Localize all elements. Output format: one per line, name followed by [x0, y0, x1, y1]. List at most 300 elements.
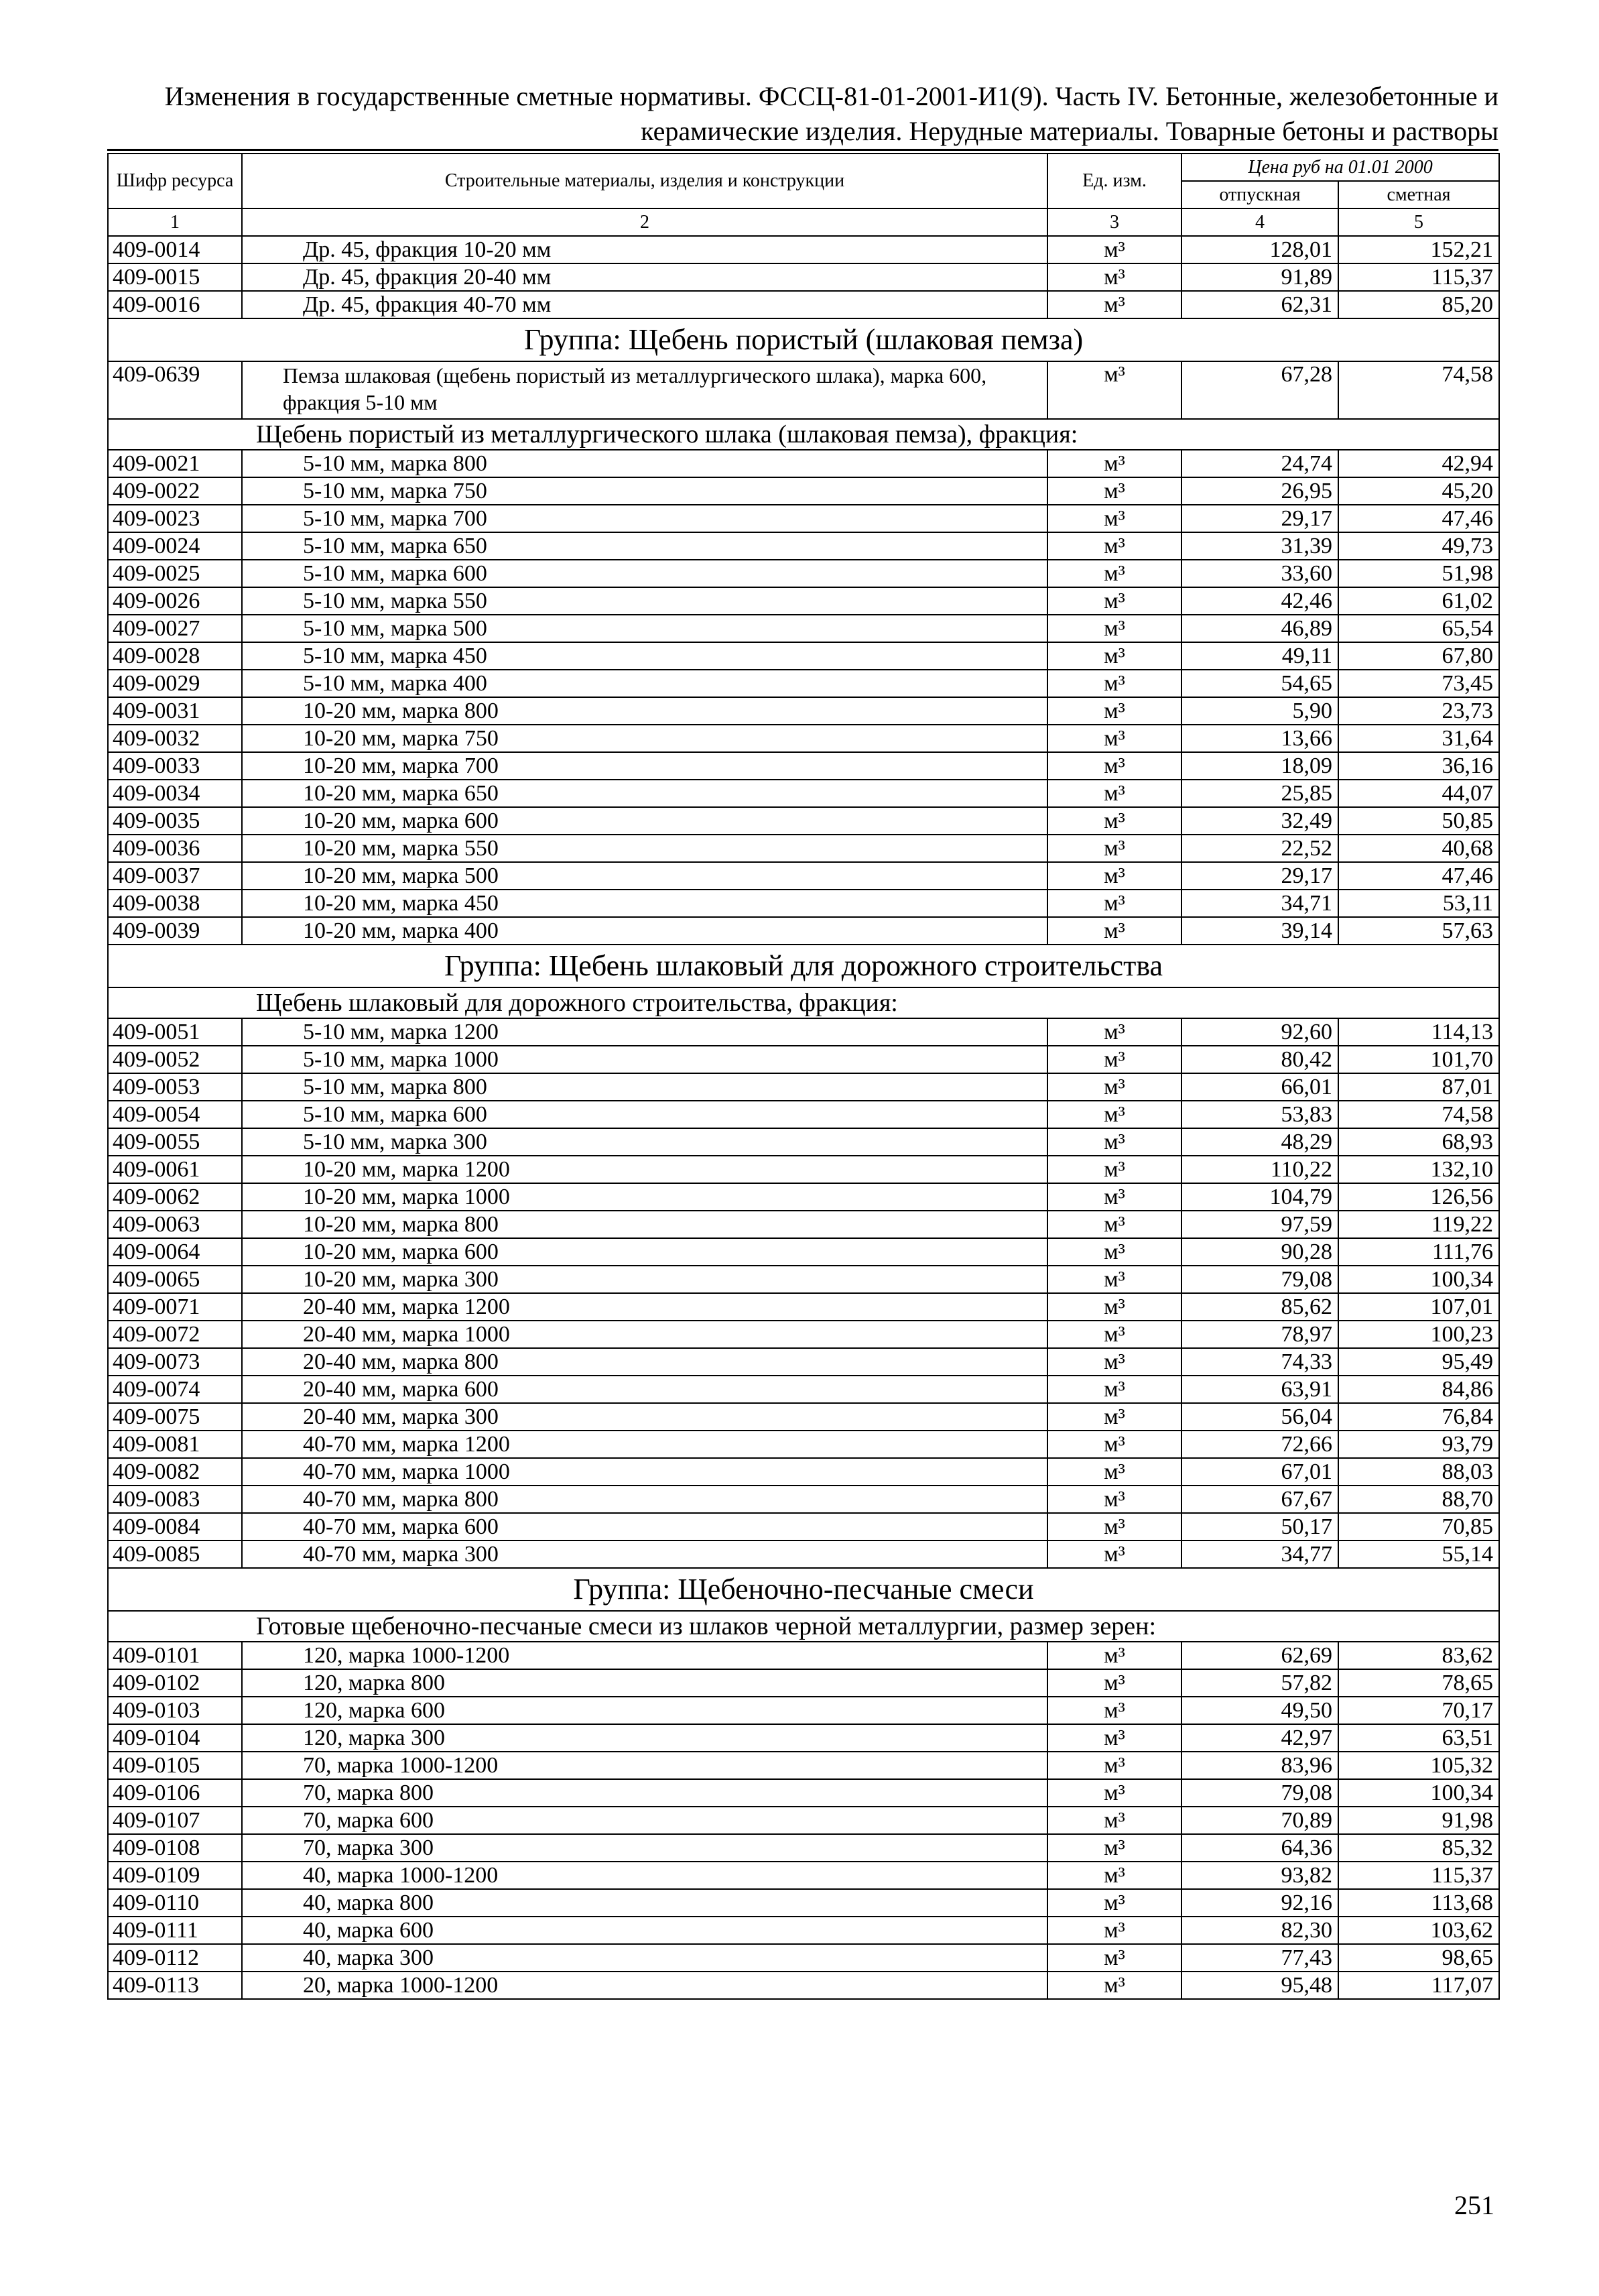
cell-name: Др. 45, фракция 40-70 мм	[242, 291, 1047, 318]
cell-code: 409-0031	[108, 697, 242, 725]
cell-estimate-price: 100,34	[1338, 1266, 1499, 1293]
table-row	[108, 587, 1499, 615]
cell-estimate-price: 105,32	[1338, 1752, 1499, 1779]
cell-estimate-price: 132,10	[1338, 1156, 1499, 1183]
cell-release-price: 79,08	[1181, 1779, 1338, 1807]
cell-code: 409-0051	[108, 1018, 242, 1046]
cell-estimate-price: 100,34	[1338, 1779, 1499, 1807]
cell-name: 40-70 мм, марка 1000	[242, 1458, 1047, 1486]
cell-code: 409-0024	[108, 532, 242, 560]
table-row	[108, 450, 1499, 477]
cell-code: 409-0075	[108, 1403, 242, 1431]
cell-unit: м³	[1047, 1807, 1181, 1834]
cell-unit: м³	[1047, 263, 1181, 291]
table-row	[108, 1779, 1499, 1807]
cell-release-price: 77,43	[1181, 1944, 1338, 1972]
table-row	[108, 1403, 1499, 1431]
cell-release-price: 67,01	[1181, 1458, 1338, 1486]
cell-estimate-price: 44,07	[1338, 780, 1499, 807]
cell-name: Пемза шлаковая (щебень пористый из металлургического шлака), марка 600, фракция 5-10 мм	[242, 361, 1047, 419]
cell-code: 409-0016	[108, 291, 242, 318]
cell-name: 5-10 мм, марка 300	[242, 1128, 1047, 1156]
cell-code: 409-0014	[108, 236, 242, 263]
cell-name: 5-10 мм, марка 500	[242, 615, 1047, 642]
table-row	[108, 1834, 1499, 1862]
cell-code: 409-0084	[108, 1513, 242, 1540]
cell-unit: м³	[1047, 917, 1181, 945]
table-row	[108, 291, 1499, 318]
cell-name: 5-10 мм, марка 450	[242, 642, 1047, 670]
table-row	[108, 1183, 1499, 1211]
subheading-row	[108, 419, 1499, 450]
cell-code: 409-0029	[108, 670, 242, 697]
cell-release-price: 42,97	[1181, 1724, 1338, 1752]
table-row	[108, 1238, 1499, 1266]
cell-release-price: 70,89	[1181, 1807, 1338, 1834]
cell-release-price: 49,11	[1181, 642, 1338, 670]
table-row	[108, 1046, 1499, 1073]
cell-estimate-price: 70,17	[1338, 1697, 1499, 1724]
cell-estimate-price: 42,94	[1338, 450, 1499, 477]
cell-estimate-price: 65,54	[1338, 615, 1499, 642]
table-row	[108, 1128, 1499, 1156]
cell-code: 409-0032	[108, 725, 242, 752]
cell-name: 40, марка 600	[242, 1917, 1047, 1944]
table-row	[108, 1972, 1499, 1999]
cell-release-price: 34,77	[1181, 1540, 1338, 1568]
col-index-2: 2	[242, 208, 1047, 236]
cell-name: 10-20 мм, марка 500	[242, 862, 1047, 890]
cell-unit: м³	[1047, 477, 1181, 505]
cell-unit: м³	[1047, 1540, 1181, 1568]
cell-unit: м³	[1047, 236, 1181, 263]
cell-unit: м³	[1047, 835, 1181, 862]
cell-estimate-price: 95,49	[1338, 1348, 1499, 1376]
cell-unit: м³	[1047, 1724, 1181, 1752]
cell-name: 10-20 мм, марка 600	[242, 807, 1047, 835]
cell-code: 409-0639	[108, 361, 242, 419]
col-index-4: 4	[1181, 208, 1338, 236]
cell-code: 409-0085	[108, 1540, 242, 1568]
cell-unit: м³	[1047, 1458, 1181, 1486]
cell-release-price: 90,28	[1181, 1238, 1338, 1266]
cell-name: 5-10 мм, марка 800	[242, 1073, 1047, 1101]
cell-unit: м³	[1047, 1431, 1181, 1458]
cell-code: 409-0104	[108, 1724, 242, 1752]
cell-name: 40, марка 300	[242, 1944, 1047, 1972]
table-row	[108, 1211, 1499, 1238]
cell-release-price: 53,83	[1181, 1101, 1338, 1128]
cell-release-price: 39,14	[1181, 917, 1338, 945]
cell-name: 10-20 мм, марка 800	[242, 697, 1047, 725]
cell-release-price: 95,48	[1181, 1972, 1338, 1999]
cell-unit: м³	[1047, 807, 1181, 835]
cell-code: 409-0110	[108, 1889, 242, 1917]
cell-estimate-price: 115,37	[1338, 263, 1499, 291]
cell-unit: м³	[1047, 697, 1181, 725]
cell-unit: м³	[1047, 1348, 1181, 1376]
cell-name: 5-10 мм, марка 600	[242, 1101, 1047, 1128]
cell-estimate-price: 113,68	[1338, 1889, 1499, 1917]
cell-code: 409-0028	[108, 642, 242, 670]
cell-estimate-price: 51,98	[1338, 560, 1499, 587]
cell-estimate-price: 117,07	[1338, 1972, 1499, 1999]
cell-unit: м³	[1047, 1073, 1181, 1101]
subheading: Щебень шлаковый для дорожного строительства, фракция:	[108, 987, 1499, 1018]
cell-unit: м³	[1047, 862, 1181, 890]
cell-unit: м³	[1047, 1321, 1181, 1348]
cell-unit: м³	[1047, 1752, 1181, 1779]
cell-name: 5-10 мм, марка 750	[242, 477, 1047, 505]
cell-name: 120, марка 1000-1200	[242, 1642, 1047, 1669]
cell-unit: м³	[1047, 642, 1181, 670]
cell-unit: м³	[1047, 725, 1181, 752]
cell-name: 10-20 мм, марка 400	[242, 917, 1047, 945]
cell-release-price: 54,65	[1181, 670, 1338, 697]
cell-name: 5-10 мм, марка 700	[242, 505, 1047, 532]
cell-release-price: 56,04	[1181, 1403, 1338, 1431]
cell-unit: м³	[1047, 291, 1181, 318]
cell-estimate-price: 73,45	[1338, 670, 1499, 697]
cell-code: 409-0053	[108, 1073, 242, 1101]
cell-unit: м³	[1047, 780, 1181, 807]
table-row	[108, 862, 1499, 890]
cell-name: 70, марка 300	[242, 1834, 1047, 1862]
cell-name: 20-40 мм, марка 1000	[242, 1321, 1047, 1348]
cell-name: 10-20 мм, марка 1200	[242, 1156, 1047, 1183]
table-row	[108, 670, 1499, 697]
cell-name: 40-70 мм, марка 600	[242, 1513, 1047, 1540]
cell-code: 409-0063	[108, 1211, 242, 1238]
cell-code: 409-0107	[108, 1807, 242, 1834]
table-row	[108, 1752, 1499, 1779]
cell-unit: м³	[1047, 1642, 1181, 1669]
cell-release-price: 128,01	[1181, 236, 1338, 263]
cell-release-price: 32,49	[1181, 807, 1338, 835]
price-table	[107, 153, 1500, 2000]
cell-release-price: 67,67	[1181, 1486, 1338, 1513]
cell-code: 409-0035	[108, 807, 242, 835]
cell-unit: м³	[1047, 1889, 1181, 1917]
group-heading: Группа: Щебень пористый (шлаковая пемза)	[108, 318, 1499, 361]
cell-name: 20-40 мм, марка 800	[242, 1348, 1047, 1376]
cell-unit: м³	[1047, 1669, 1181, 1697]
cell-unit: м³	[1047, 1513, 1181, 1540]
cell-release-price: 83,96	[1181, 1752, 1338, 1779]
cell-unit: м³	[1047, 1018, 1181, 1046]
cell-unit: м³	[1047, 1238, 1181, 1266]
table-row	[108, 1862, 1499, 1889]
cell-code: 409-0102	[108, 1669, 242, 1697]
cell-estimate-price: 119,22	[1338, 1211, 1499, 1238]
cell-unit: м³	[1047, 450, 1181, 477]
table-row	[108, 1348, 1499, 1376]
cell-estimate-price: 50,85	[1338, 807, 1499, 835]
group-heading-row	[108, 945, 1499, 987]
cell-release-price: 64,36	[1181, 1834, 1338, 1862]
cell-unit: м³	[1047, 560, 1181, 587]
col-index-3: 3	[1047, 208, 1181, 236]
table-row	[108, 615, 1499, 642]
cell-code: 409-0111	[108, 1917, 242, 1944]
cell-code: 409-0055	[108, 1128, 242, 1156]
cell-unit: м³	[1047, 1779, 1181, 1807]
cell-estimate-price: 70,85	[1338, 1513, 1499, 1540]
cell-unit: м³	[1047, 1293, 1181, 1321]
cell-release-price: 110,22	[1181, 1156, 1338, 1183]
cell-name: 5-10 мм, марка 1200	[242, 1018, 1047, 1046]
cell-unit: м³	[1047, 1834, 1181, 1862]
table-row	[108, 1944, 1499, 1972]
cell-unit: м³	[1047, 1944, 1181, 1972]
cell-name: 40-70 мм, марка 300	[242, 1540, 1047, 1568]
cell-name: 20, марка 1000-1200	[242, 1972, 1047, 1999]
page-number: 251	[1454, 2190, 1494, 2220]
cell-name: 20-40 мм, марка 600	[242, 1376, 1047, 1403]
header-line-1: Изменения в государственные сметные нормативы. ФССЦ-81-01-2001-И1(9). Часть IV. Бетонные, железобетонные и	[164, 81, 1498, 111]
table-row	[108, 917, 1499, 945]
cell-name: 120, марка 800	[242, 1669, 1047, 1697]
cell-unit: м³	[1047, 752, 1181, 780]
cell-code: 409-0022	[108, 477, 242, 505]
cell-estimate-price: 87,01	[1338, 1073, 1499, 1101]
cell-release-price: 67,28	[1181, 361, 1338, 419]
cell-release-price: 13,66	[1181, 725, 1338, 752]
cell-code: 409-0101	[108, 1642, 242, 1669]
table-row	[108, 1513, 1499, 1540]
cell-code: 409-0038	[108, 890, 242, 917]
table-row	[108, 1018, 1499, 1046]
cell-release-price: 57,82	[1181, 1669, 1338, 1697]
cell-name: 120, марка 300	[242, 1724, 1047, 1752]
cell-unit: м³	[1047, 1128, 1181, 1156]
cell-name: 70, марка 1000-1200	[242, 1752, 1047, 1779]
table-row	[108, 1697, 1499, 1724]
subheading-row	[108, 987, 1499, 1018]
cell-estimate-price: 88,03	[1338, 1458, 1499, 1486]
cell-unit: м³	[1047, 361, 1181, 419]
cell-name: Др. 45, фракция 10-20 мм	[242, 236, 1047, 263]
cell-code: 409-0112	[108, 1944, 242, 1972]
cell-unit: м³	[1047, 1156, 1181, 1183]
cell-release-price: 63,91	[1181, 1376, 1338, 1403]
table-row	[108, 236, 1499, 263]
cell-estimate-price: 85,20	[1338, 291, 1499, 318]
cell-unit: м³	[1047, 1486, 1181, 1513]
cell-code: 409-0021	[108, 450, 242, 477]
cell-name: 5-10 мм, марка 550	[242, 587, 1047, 615]
cell-name: 5-10 мм, марка 650	[242, 532, 1047, 560]
subheading: Щебень пористый из металлургического шлака (шлаковая пемза), фракция:	[108, 419, 1499, 450]
cell-code: 409-0071	[108, 1293, 242, 1321]
cell-name: 10-20 мм, марка 300	[242, 1266, 1047, 1293]
cell-code: 409-0061	[108, 1156, 242, 1183]
table-row	[108, 560, 1499, 587]
cell-name: 5-10 мм, марка 400	[242, 670, 1047, 697]
cell-unit: м³	[1047, 670, 1181, 697]
table-row	[108, 1156, 1499, 1183]
cell-release-price: 66,01	[1181, 1073, 1338, 1101]
cell-code: 409-0105	[108, 1752, 242, 1779]
cell-unit: м³	[1047, 1862, 1181, 1889]
cell-release-price: 93,82	[1181, 1862, 1338, 1889]
cell-estimate-price: 126,56	[1338, 1183, 1499, 1211]
col-index-1: 1	[108, 208, 242, 236]
cell-code: 409-0033	[108, 752, 242, 780]
header-rule	[107, 149, 1498, 151]
cell-unit: м³	[1047, 1101, 1181, 1128]
table-row	[108, 1917, 1499, 1944]
col-header-name: Строительные материалы, изделия и конструкции	[242, 154, 1047, 208]
cell-unit: м³	[1047, 1211, 1181, 1238]
cell-name: 10-20 мм, марка 700	[242, 752, 1047, 780]
table-row	[108, 1266, 1499, 1293]
table-row	[108, 890, 1499, 917]
subheading-row	[108, 1611, 1499, 1642]
table-row	[108, 1458, 1499, 1486]
cell-estimate-price: 47,46	[1338, 505, 1499, 532]
table-row	[108, 263, 1499, 291]
cell-estimate-price: 100,23	[1338, 1321, 1499, 1348]
cell-estimate-price: 98,65	[1338, 1944, 1499, 1972]
cell-unit: м³	[1047, 532, 1181, 560]
cell-estimate-price: 101,70	[1338, 1046, 1499, 1073]
col-header-release: отпускная	[1181, 181, 1338, 208]
col-header-unit: Ед. изм.	[1047, 154, 1181, 208]
cell-release-price: 97,59	[1181, 1211, 1338, 1238]
cell-code: 409-0083	[108, 1486, 242, 1513]
cell-release-price: 49,50	[1181, 1697, 1338, 1724]
cell-code: 409-0037	[108, 862, 242, 890]
cell-estimate-price: 53,11	[1338, 890, 1499, 917]
cell-release-price: 25,85	[1181, 780, 1338, 807]
cell-estimate-price: 63,51	[1338, 1724, 1499, 1752]
cell-name: 40, марка 1000-1200	[242, 1862, 1047, 1889]
cell-name: 10-20 мм, марка 650	[242, 780, 1047, 807]
col-header-code: Шифр ресурса	[108, 154, 242, 208]
cell-estimate-price: 68,93	[1338, 1128, 1499, 1156]
group-heading: Группа: Щебеночно-песчаные смеси	[108, 1568, 1499, 1611]
col-header-price: Цена руб на 01.01 2000	[1181, 154, 1499, 181]
cell-unit: м³	[1047, 1917, 1181, 1944]
table-row	[108, 361, 1499, 419]
cell-release-price: 5,90	[1181, 697, 1338, 725]
table-row	[108, 1540, 1499, 1568]
cell-name: 70, марка 600	[242, 1807, 1047, 1834]
cell-estimate-price: 67,80	[1338, 642, 1499, 670]
table-row	[108, 1321, 1499, 1348]
cell-code: 409-0073	[108, 1348, 242, 1376]
cell-estimate-price: 88,70	[1338, 1486, 1499, 1513]
cell-unit: м³	[1047, 1183, 1181, 1211]
cell-release-price: 22,52	[1181, 835, 1338, 862]
cell-estimate-price: 114,13	[1338, 1018, 1499, 1046]
cell-unit: м³	[1047, 1972, 1181, 1999]
cell-unit: м³	[1047, 890, 1181, 917]
cell-name: 40, марка 800	[242, 1889, 1047, 1917]
cell-release-price: 78,97	[1181, 1321, 1338, 1348]
cell-name: 40-70 мм, марка 800	[242, 1486, 1047, 1513]
cell-release-price: 33,60	[1181, 560, 1338, 587]
cell-code: 409-0074	[108, 1376, 242, 1403]
cell-estimate-price: 61,02	[1338, 587, 1499, 615]
cell-release-price: 72,66	[1181, 1431, 1338, 1458]
cell-code: 409-0039	[108, 917, 242, 945]
cell-release-price: 50,17	[1181, 1513, 1338, 1540]
cell-release-price: 34,71	[1181, 890, 1338, 917]
cell-estimate-price: 47,46	[1338, 862, 1499, 890]
cell-estimate-price: 57,63	[1338, 917, 1499, 945]
cell-release-price: 46,89	[1181, 615, 1338, 642]
cell-unit: м³	[1047, 1376, 1181, 1403]
cell-name: 5-10 мм, марка 600	[242, 560, 1047, 587]
cell-name: 10-20 мм, марка 600	[242, 1238, 1047, 1266]
table-row	[108, 1101, 1499, 1128]
cell-name: 5-10 мм, марка 800	[242, 450, 1047, 477]
cell-code: 409-0036	[108, 835, 242, 862]
cell-unit: м³	[1047, 1046, 1181, 1073]
cell-unit: м³	[1047, 505, 1181, 532]
cell-code: 409-0034	[108, 780, 242, 807]
subheading: Готовые щебеночно-песчаные смеси из шлаков черной металлургии, размер зерен:	[108, 1611, 1499, 1642]
cell-code: 409-0072	[108, 1321, 242, 1348]
table-body	[108, 236, 1499, 1999]
cell-estimate-price: 78,65	[1338, 1669, 1499, 1697]
cell-code: 409-0015	[108, 263, 242, 291]
cell-release-price: 74,33	[1181, 1348, 1338, 1376]
cell-release-price: 31,39	[1181, 532, 1338, 560]
cell-release-price: 91,89	[1181, 263, 1338, 291]
cell-estimate-price: 74,58	[1338, 1101, 1499, 1128]
cell-release-price: 48,29	[1181, 1128, 1338, 1156]
cell-name: Др. 45, фракция 20-40 мм	[242, 263, 1047, 291]
cell-estimate-price: 111,76	[1338, 1238, 1499, 1266]
header-line-2: керамические изделия. Нерудные материалы. Товарные бетоны и растворы	[641, 116, 1498, 146]
cell-release-price: 26,95	[1181, 477, 1338, 505]
table-row	[108, 532, 1499, 560]
cell-unit: м³	[1047, 1266, 1181, 1293]
group-heading: Группа: Щебень шлаковый для дорожного строительства	[108, 945, 1499, 987]
table-row	[108, 1376, 1499, 1403]
cell-estimate-price: 74,58	[1338, 361, 1499, 419]
cell-code: 409-0026	[108, 587, 242, 615]
cell-estimate-price: 115,37	[1338, 1862, 1499, 1889]
cell-unit: м³	[1047, 1403, 1181, 1431]
cell-estimate-price: 36,16	[1338, 752, 1499, 780]
table-row	[108, 835, 1499, 862]
table-row	[108, 1431, 1499, 1458]
table-row	[108, 1669, 1499, 1697]
table-row	[108, 1486, 1499, 1513]
cell-estimate-price: 107,01	[1338, 1293, 1499, 1321]
cell-name: 70, марка 800	[242, 1779, 1047, 1807]
table-row	[108, 1073, 1499, 1101]
cell-release-price: 104,79	[1181, 1183, 1338, 1211]
cell-code: 409-0081	[108, 1431, 242, 1458]
cell-code: 409-0027	[108, 615, 242, 642]
table-row	[108, 780, 1499, 807]
cell-name: 10-20 мм, марка 450	[242, 890, 1047, 917]
table-row	[108, 642, 1499, 670]
group-heading-row	[108, 318, 1499, 361]
cell-code: 409-0023	[108, 505, 242, 532]
cell-name: 10-20 мм, марка 800	[242, 1211, 1047, 1238]
cell-code: 409-0109	[108, 1862, 242, 1889]
cell-name: 120, марка 600	[242, 1697, 1047, 1724]
cell-code: 409-0052	[108, 1046, 242, 1073]
table-row	[108, 752, 1499, 780]
table-row	[108, 807, 1499, 835]
